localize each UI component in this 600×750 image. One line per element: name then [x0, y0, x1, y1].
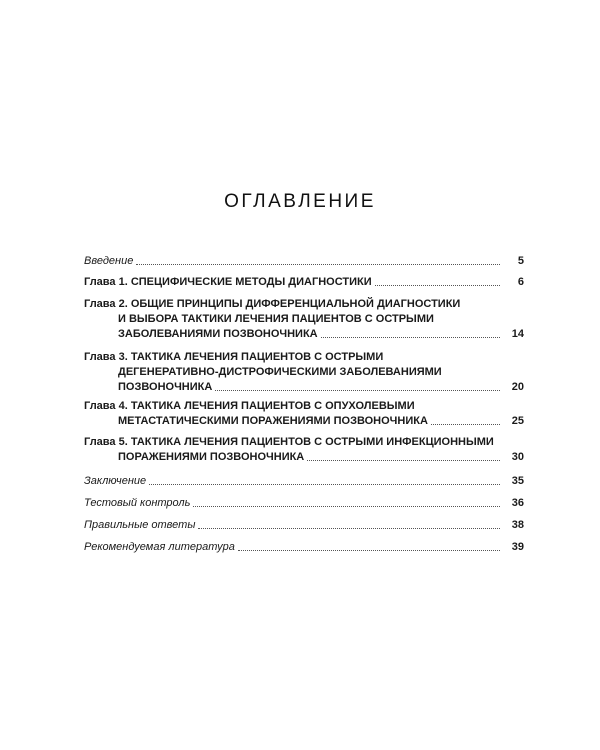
toc-entry-label-continued: ПОЗВОНОЧНИКА [118, 381, 213, 393]
dot-leader [431, 423, 500, 425]
toc-entry-label: Введение [84, 255, 134, 267]
dot-leader [238, 549, 500, 551]
toc-entry-label: Глава 1. СПЕЦИФИЧЕСКИЕ МЕТОДЫ ДИАГНОСТИКИ [84, 276, 372, 288]
toc-title: ОГЛАВЛЕНИЕ [224, 191, 376, 212]
toc-page-number: 14 [511, 328, 524, 340]
toc-entry-chapter-1[interactable] [84, 275, 524, 290]
dot-leader [321, 336, 500, 338]
toc-entry-label-continued: МЕТАСТАТИЧЕСКИМИ ПОРАЖЕНИЯМИ ПОЗВОНОЧНИКА [118, 415, 428, 427]
toc-entry-label: Глава 4. ТАКТИКА ЛЕЧЕНИЯ ПАЦИЕНТОВ С ОПУХОЛЕВЫМИ [84, 400, 415, 412]
toc-page-number: 20 [511, 381, 524, 393]
toc-entry-chapter-2[interactable] [84, 297, 524, 342]
toc-page-number: 35 [511, 475, 524, 487]
toc-entry-label: Глава 5. ТАКТИКА ЛЕЧЕНИЯ ПАЦИЕНТОВ С ОСТРЫМИ ИНФЕКЦИОННЫМИ [84, 436, 494, 448]
toc-entry-label-continued: И ВЫБОРА ТАКТИКИ ЛЕЧЕНИЯ ПАЦИЕНТОВ С ОСТРЫМИ [118, 313, 434, 325]
toc-entry-label: Глава 3. ТАКТИКА ЛЕЧЕНИЯ ПАЦИЕНТОВ С ОСТРЫМИ [84, 351, 384, 363]
toc-entry-chapter-5[interactable] [84, 435, 524, 465]
toc-page-number: 5 [517, 255, 524, 267]
toc-entry-label: Тестовый контроль [84, 497, 191, 509]
toc-entry-label-continued: ЗАБОЛЕВАНИЯМИ ПОЗВОНОЧНИКА [118, 328, 318, 340]
toc-page-number: 6 [517, 276, 524, 288]
toc-page-number: 30 [511, 451, 524, 463]
toc-page-number: 25 [511, 415, 524, 427]
toc-entry-label-continued: ДЕГЕНЕРАТИВНО-ДИСТРОФИЧЕСКИМИ ЗАБОЛЕВАНИЯМИ [118, 366, 442, 378]
toc-page-number: 36 [511, 497, 524, 509]
toc-entry-answers[interactable] [84, 518, 524, 533]
toc-entry-test-control[interactable] [84, 496, 524, 511]
toc-page-number: 38 [511, 519, 524, 531]
dot-leader [136, 263, 500, 265]
toc-entry-label: Рекомендуемая литература [84, 541, 235, 553]
toc-entry-chapter-4[interactable] [84, 399, 524, 429]
toc-entry-label: Правильные ответы [84, 519, 196, 531]
dot-leader [375, 284, 500, 286]
toc-entry-references[interactable] [84, 540, 524, 555]
toc-entry-chapter-3[interactable] [84, 350, 524, 395]
toc-entry-label-continued: ПОРАЖЕНИЯМИ ПОЗВОНОЧНИКА [118, 451, 305, 463]
dot-leader [215, 389, 500, 391]
dot-leader [198, 527, 500, 529]
dot-leader [307, 459, 500, 461]
dot-leader [193, 505, 500, 507]
toc-entry-label: Глава 2. ОБЩИЕ ПРИНЦИПЫ ДИФФЕРЕНЦИАЛЬНОЙ ДИАГНОСТИКИ [84, 298, 461, 310]
toc-entry-label: Заключение [84, 475, 147, 487]
toc-page-number: 39 [511, 541, 524, 553]
toc-entry-conclusion[interactable] [84, 474, 524, 489]
dot-leader [149, 483, 500, 485]
toc-entry-introduction[interactable] [84, 254, 524, 269]
